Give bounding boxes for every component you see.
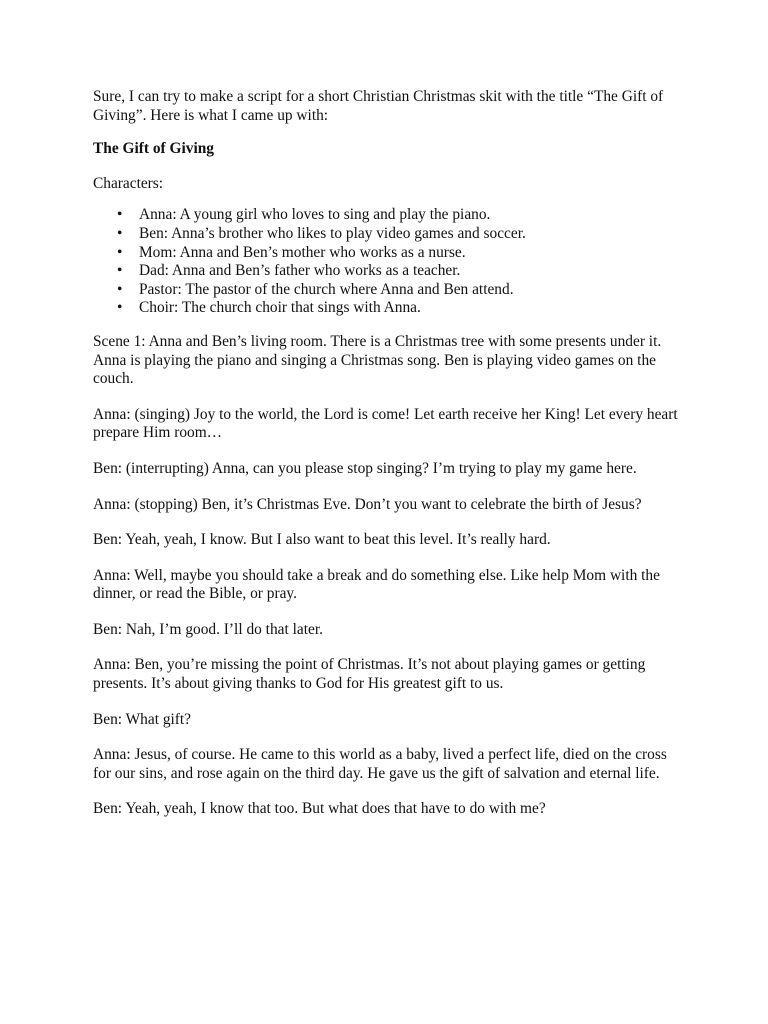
dialogue-line: Anna: Ben, you’re missing the point of Christmas. It’s not about playing games or getting presents. It’s about giving thanks to God for His greatest gift to us. [93,656,646,693]
list-item [117,262,683,281]
character-entry: Anna: A young girl who loves to sing and play the piano. [139,206,491,224]
list-item [117,299,683,318]
character-entry: Mom: Anna and Ben’s mother who works as a nurse. [139,243,466,261]
characters-heading: Characters: [93,174,164,192]
bullet-icon: • [117,299,123,317]
scene-description: Scene 1: Anna and Ben’s living room. There is a Christmas tree with some presents under it. Anna is playing the piano and singing a Christmas song. Ben is playing video games on the couch. [93,332,662,388]
dialogue-line: Ben: What gift? [93,710,192,728]
dialogue-line: Ben: (interrupting) Anna, can you please stop singing? I’m trying to play my game here. [93,459,637,477]
intro-paragraph: Sure, I can try to make a script for a short Christian Christmas skit with the title “The Gift of Giving”. Here is what I came up with: [93,88,664,124]
list-item [117,206,683,225]
character-entry: Pastor: The pastor of the church where Anna and Ben attend. [139,280,514,298]
dialogue-line: Anna: Jesus, of course. He came to this world as a baby, lived a perfect life, died on the cross for our sins, and rose again on the third day. He gave us the gift of salvation and eternal life. [93,746,667,782]
dialogue-line: Ben: Nah, I’m good. I’ll do that later. [93,620,323,638]
list-item [117,243,683,263]
skit-title: The Gift of Giving [93,140,214,158]
dialogue-line: Anna: (singing) Joy to the world, the Lord is come! Let earth receive her King! Let every heart prepare Him room… [93,405,678,442]
characters-list [93,206,683,318]
dialogue-line: Anna: Well, maybe you should take a break and do something else. Like help Mom with the dinner, or read the Bible, or pray. [93,566,660,603]
bullet-icon: • [117,243,123,261]
dialogue-line: Ben: Yeah, yeah, I know. But I also want to beat this level. It’s really hard. [93,531,551,549]
list-item [117,224,683,244]
character-entry: Dad: Anna and Ben’s father who works as a teacher. [139,262,461,280]
dialogue-line: Ben: Yeah, yeah, I know that too. But what does that have to do with me? [93,800,546,818]
bullet-icon: • [117,280,123,298]
bullet-icon: • [117,224,123,242]
list-item [117,280,683,300]
bullet-icon: • [117,262,123,280]
character-entry: Ben: Anna’s brother who likes to play video games and soccer. [139,224,526,242]
dialogue-line: Anna: (stopping) Ben, it’s Christmas Eve. Don’t you want to celebrate the birth of Jesus? [93,495,642,513]
bullet-icon: • [117,206,123,224]
document-page [93,88,683,836]
character-entry: Choir: The church choir that sings with Anna. [139,299,421,317]
